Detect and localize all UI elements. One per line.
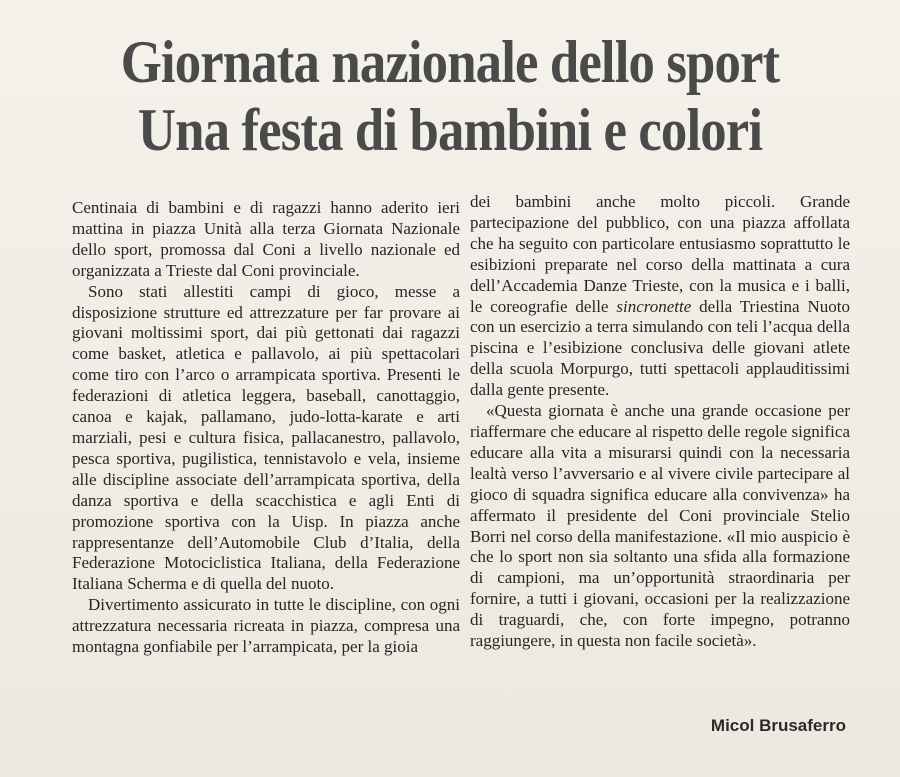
article-column-left — [72, 198, 460, 658]
paragraph-fun: Divertimento assicurato in tutte le discipline, con ogni attrezzatura necessaria ricreata in piazza, compresa una montagna gonfiabile per l’arrampicata, per la gioia — [72, 595, 460, 657]
paragraph-participation — [470, 192, 850, 401]
paragraph-participation-part-1: dei bambini anche molto piccoli. Grande partecipazione del pubblico, con una piazza affollata che ha seguito con particolare entusiasmo soprattutto le esibizioni preparate nel corso della mattinata a cura dell’Accademia Danze Trieste, con la musica e i balli, le coreografie delle — [470, 192, 850, 316]
headline-line-1: Giornata nazionale dello sport — [120, 29, 780, 95]
article-headline — [0, 28, 900, 164]
paragraph-quote: «Questa giornata è anche una grande occasione per riaffermare che educare al rispetto delle regole significa educare alla vita a misurarsi quindi con la necessaria lealtà verso l’avversario e al vivere civile partecipare al gioco di squadra significa educare alla convivenza» ha affermato il presidente del Coni provinciale Stelio Borri nel corso della manifestazione. «Il mio auspicio è che lo sport non sia soltanto una sfida alla formazione di campioni, ma un’opportunità straordinaria per fornire, a tutti i giovani, occasioni per la realizzazione di traguardi, che, con forte impegno, potranno raggiungere, in questa non facile società». — [470, 401, 850, 651]
paragraph-facilities: Sono stati allestiti campi di gioco, messe a disposizione strutture ed attrezzature per far provare ai giovani moltissimi sport, dai più gettonati dai ragazzi come basket, atletica e pallavolo, ai più spettacolari come tiro con l’arco o arrampicata sportiva. Presenti le federazioni di atletica leggera, baseball, canottaggio, canoa e kajak, pallamano, judo-lotta-karate e arti marziali, pesi e cultura fisica, pallacanestro, pallavolo, pesca sportiva, pugilistica, tennistavolo e vela, insieme alle discipline associate dell’arrampicata sportiva, della danza sportiva e della scacchistica e agli Enti di promozione sportiva con la Uisp. In piazza anche rappresentanze dell’Automobile Club d’Italia, della Federazione Motociclistica Italiana, della Federazione Italiana Scherma e di quella del nuoto. — [72, 281, 460, 594]
article-column-right — [470, 192, 850, 652]
paragraph-participation-part-2: della Triestina Nuoto con un esercizio a terra simulando con teli l’acqua della piscina e l’esibizione conclusiva delle giovani atlete della scuola Morpurgo, tutti spettacoli applauditissimi dalla gente presente. — [470, 296, 850, 400]
author-byline: Micol Brusaferro — [710, 716, 846, 735]
paragraph-intro: Centinaia di bambini e di ragazzi hanno aderito ieri mattina in piazza Unità alla terza Giornata Nazionale dello sport, promossa dal Coni a livello nazionale ed organizzata a Trieste dal Coni provinciale. — [72, 198, 460, 280]
headline-line-2: Una festa di bambini e colori — [137, 97, 763, 163]
sincronette-term: sincronette — [616, 296, 692, 316]
